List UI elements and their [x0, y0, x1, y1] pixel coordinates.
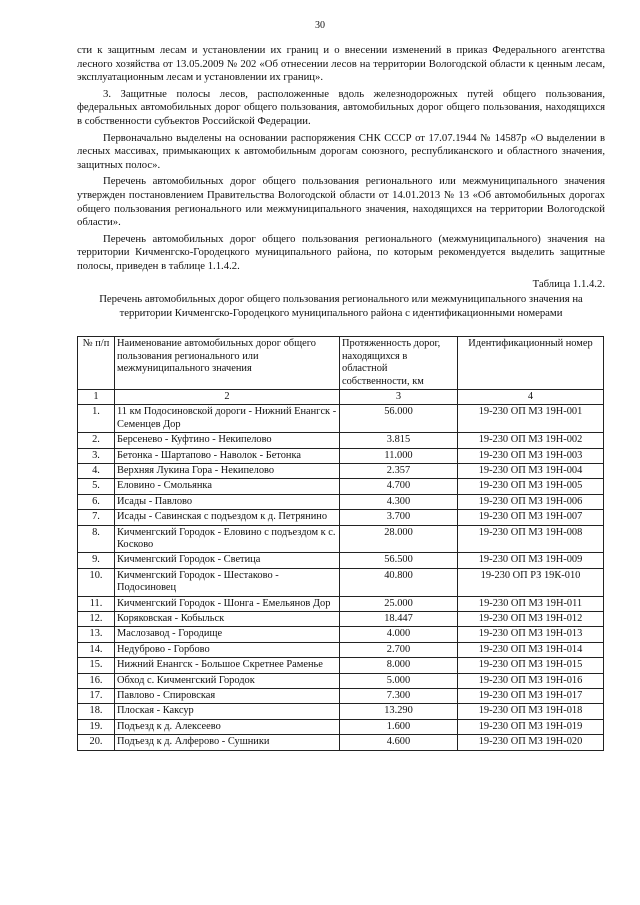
road-length: 2.700: [340, 642, 458, 657]
table-row: [78, 448, 604, 463]
table-row: [78, 704, 604, 719]
road-id: 19-230 ОП МЗ 19Н-019: [458, 719, 604, 734]
road-name: Подъезд к д. Алферово - Сушники: [115, 735, 340, 750]
road-name: Берсенево - Куфтино - Некипелово: [115, 433, 340, 448]
table-row: [78, 612, 604, 627]
road-name: Исады - Савинская с подъездом к д. Петрянино: [115, 510, 340, 525]
column-number-row: [78, 389, 604, 404]
column-number: 2: [115, 389, 340, 404]
row-number: 5.: [78, 479, 115, 494]
road-id: 19-230 ОП МЗ 19Н-020: [458, 735, 604, 750]
road-length: 11.000: [340, 448, 458, 463]
paragraph-1: сти к защитным лесам и установлении их границ и о внесении изменений в приказ Федерального агентства лесного хозяйства от 13.05.2009 № 202 «Об отнесении лесов на территории Вологодской области к ценным лесам, эксплуатационным лесам и установлении их границ».: [77, 44, 605, 84]
table-row: [78, 433, 604, 448]
road-length: 18.447: [340, 612, 458, 627]
paragraph-5: Перечень автомобильных дорог общего пользования регионального (межмуниципального) значения на территории Кичменгско-Городецкого муниципального района, по которым рекомендуется выделить защитные полосы, приведен в таблице 1.1.4.2.: [77, 232, 605, 272]
road-name: Еловино - Смольянка: [115, 479, 340, 494]
table-row: [78, 735, 604, 750]
road-length: 3.815: [340, 433, 458, 448]
row-number: 6.: [78, 494, 115, 509]
road-name: Кичменгский Городок - Шонга - Емельянов Дор: [115, 596, 340, 611]
row-number: 2.: [78, 433, 115, 448]
road-name: Нижний Енангск - Большое Скретнее Раменье: [115, 658, 340, 673]
row-number: 15.: [78, 658, 115, 673]
paragraph-2: 3. Защитные полосы лесов, расположенные вдоль железнодорожных путей общего пользования, федеральных автомобильных дорог общего пользования, автомобильных дорог общего пользования, находящихся в собственности субъектов Российской Федерации.: [77, 87, 605, 127]
table-row: [78, 627, 604, 642]
table-header-row: [78, 337, 604, 390]
table-row: [78, 525, 604, 553]
table-row: [78, 479, 604, 494]
road-id: 19-230 ОП МЗ 19Н-001: [458, 405, 604, 433]
road-name: Подъезд к д. Алексеево: [115, 719, 340, 734]
header-number: № п/п: [78, 337, 115, 390]
road-id: 19-230 ОП МЗ 19Н-012: [458, 612, 604, 627]
road-length: 4.700: [340, 479, 458, 494]
road-id: 19-230 ОП МЗ 19Н-003: [458, 448, 604, 463]
header-id: Идентификационный номер: [458, 337, 604, 390]
row-number: 10.: [78, 568, 115, 596]
road-length: 56.500: [340, 553, 458, 568]
row-number: 3.: [78, 448, 115, 463]
table-row: [78, 568, 604, 596]
road-length: 3.700: [340, 510, 458, 525]
row-number: 8.: [78, 525, 115, 553]
road-length: 13.290: [340, 704, 458, 719]
road-length: 4.000: [340, 627, 458, 642]
table-caption: Перечень автомобильных дорог общего пользования регионального или межмуниципального значения на территории Кичменгско-Городецкого муниципального района с идентификационными номерами: [99, 293, 583, 319]
road-id: 19-230 ОП МЗ 19Н-007: [458, 510, 604, 525]
row-number: 20.: [78, 735, 115, 750]
road-name: Кичменгский Городок - Светица: [115, 553, 340, 568]
row-number: 13.: [78, 627, 115, 642]
table-row: [78, 405, 604, 433]
road-name: Недуброво - Горбово: [115, 642, 340, 657]
table-row: [78, 596, 604, 611]
road-name: Бетонка - Шартапово - Наволок - Бетонка: [115, 448, 340, 463]
table-row: [78, 689, 604, 704]
road-id: 19-230 ОП МЗ 19Н-015: [458, 658, 604, 673]
road-id: 19-230 ОП МЗ 19Н-009: [458, 553, 604, 568]
road-length: 4.300: [340, 494, 458, 509]
paragraph-3: Первоначально выделены на основании распоряжения СНК СССР от 17.07.1944 № 14587р «О выделении в лесных массивах, примыкающих к автомобильным дорогам союзного, республиканского и областного значения, защитных полос».: [77, 131, 605, 171]
road-length: 7.300: [340, 689, 458, 704]
road-name: Кичменгский Городок - Шестаково - Подосиновец: [115, 568, 340, 596]
table-body: [78, 405, 604, 750]
table-row: [78, 673, 604, 688]
road-length: 1.600: [340, 719, 458, 734]
header-road-name: Наименование автомобильных дорог общего пользования регионального или межмуниципального значения: [115, 337, 340, 390]
road-id: 19-230 ОП МЗ 19Н-017: [458, 689, 604, 704]
roads-table: [77, 336, 604, 750]
road-name: Коряковская - Кобыльск: [115, 612, 340, 627]
road-length: 40.800: [340, 568, 458, 596]
road-name: Плоская - Каксур: [115, 704, 340, 719]
table-row: [78, 463, 604, 478]
row-number: 12.: [78, 612, 115, 627]
table-row: [78, 510, 604, 525]
road-length: 56.000: [340, 405, 458, 433]
road-id: 19-230 ОП МЗ 19Н-011: [458, 596, 604, 611]
road-id: 19-230 ОП МЗ 19Н-016: [458, 673, 604, 688]
page-number: 30: [315, 20, 325, 31]
row-number: 19.: [78, 719, 115, 734]
row-number: 7.: [78, 510, 115, 525]
road-name: 11 км Подосиновской дороги - Нижний Енангск - Семенцев Дор: [115, 405, 340, 433]
road-id: 19-230 ОП МЗ 19Н-014: [458, 642, 604, 657]
road-length: 25.000: [340, 596, 458, 611]
road-name: Верхняя Лукина Гора - Некипелово: [115, 463, 340, 478]
road-id: 19-230 ОП МЗ 19Н-013: [458, 627, 604, 642]
road-id: 19-230 ОП МЗ 19Н-018: [458, 704, 604, 719]
row-number: 9.: [78, 553, 115, 568]
header-length: Протяженность дорог, находящихся в областной собственности, км: [340, 337, 458, 390]
road-id: 19-230 ОП МЗ 19Н-008: [458, 525, 604, 553]
road-name: Маслозавод - Городище: [115, 627, 340, 642]
road-id: 19-230 ОП МЗ 19Н-004: [458, 463, 604, 478]
road-length: 2.357: [340, 463, 458, 478]
road-name: Павлово - Спировская: [115, 689, 340, 704]
column-number: 4: [458, 389, 604, 404]
row-number: 16.: [78, 673, 115, 688]
road-length: 5.000: [340, 673, 458, 688]
document-body: [77, 44, 605, 751]
road-name: Исады - Павлово: [115, 494, 340, 509]
road-length: 4.600: [340, 735, 458, 750]
row-number: 4.: [78, 463, 115, 478]
table-row: [78, 494, 604, 509]
road-id: 19-230 ОП РЗ 19К-010: [458, 568, 604, 596]
road-length: 8.000: [340, 658, 458, 673]
table-row: [78, 553, 604, 568]
road-name: Кичменгский Городок - Еловино с подъездом к с. Косково: [115, 525, 340, 553]
road-id: 19-230 ОП МЗ 19Н-006: [458, 494, 604, 509]
paragraph-4: Перечень автомобильных дорог общего пользования регионального или межмуниципального значения утвержден постановлением Правительства Вологодской области от 14.01.2013 № 13 «Об автомобильных дорогах общего пользования регионального или межмуниципального значения, находящихся на территории Вологодской области».: [77, 175, 605, 229]
column-number: 1: [78, 389, 115, 404]
row-number: 14.: [78, 642, 115, 657]
table-row: [78, 642, 604, 657]
row-number: 18.: [78, 704, 115, 719]
road-id: 19-230 ОП МЗ 19Н-005: [458, 479, 604, 494]
table-row: [78, 658, 604, 673]
road-name: Обход с. Кичменгский Городок: [115, 673, 340, 688]
table-label: Таблица 1.1.4.2.: [532, 277, 605, 290]
road-id: 19-230 ОП МЗ 19Н-002: [458, 433, 604, 448]
column-number: 3: [340, 389, 458, 404]
row-number: 11.: [78, 596, 115, 611]
row-number: 1.: [78, 405, 115, 433]
road-length: 28.000: [340, 525, 458, 553]
table-row: [78, 719, 604, 734]
row-number: 17.: [78, 689, 115, 704]
